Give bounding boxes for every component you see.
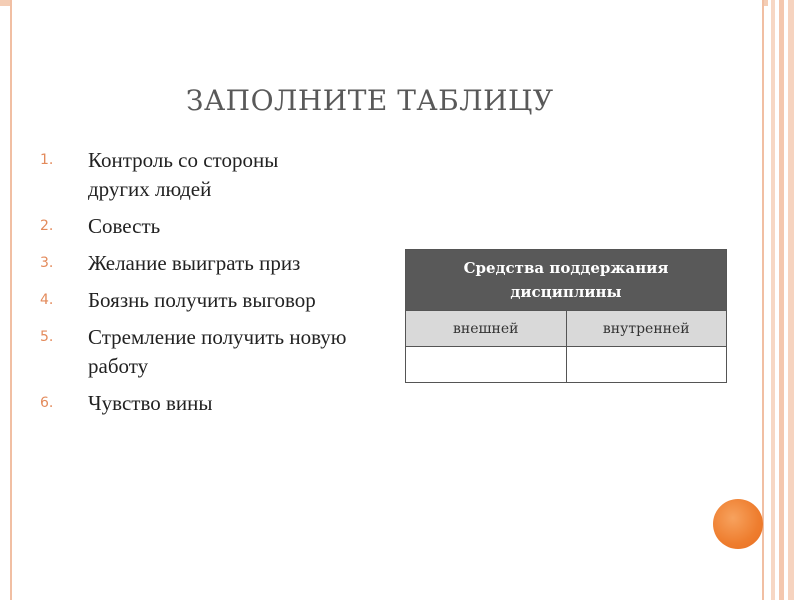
slide-title: ЗАПОЛНИТЕ ТАБЛИЦУ [186, 84, 554, 117]
list-item [40, 212, 400, 241]
list-item-number: 1. [40, 152, 54, 168]
table-column-external: внешней [406, 311, 567, 347]
list-item-text: Желание выиграть приз [88, 251, 301, 275]
list-item-text: Совесть [88, 214, 161, 238]
list-item [40, 249, 400, 278]
list-item-text: Боязнь получить выговор [88, 288, 316, 312]
numbered-list [40, 146, 400, 426]
right-decorative-stripes [768, 0, 800, 600]
list-item [40, 323, 400, 381]
list-item-text: Стремление получить новую работу [88, 325, 347, 378]
table-empty-cell-external [406, 347, 567, 383]
list-item-number: 3. [40, 255, 54, 271]
list-item [40, 389, 400, 418]
list-item-text: Чувство вины [88, 391, 213, 415]
list-item-number: 2. [40, 218, 54, 234]
table-empty-cell-internal [566, 347, 727, 383]
decorative-orange-circle [713, 499, 763, 549]
list-item-number: 5. [40, 329, 54, 345]
table-header: Средства поддержания дисциплины [406, 250, 727, 311]
list-item-text: Контроль со стороны других людей [88, 148, 279, 201]
list-item-number: 6. [40, 395, 54, 411]
discipline-table [405, 249, 727, 383]
list-item [40, 286, 400, 315]
table-column-internal: внутренней [566, 311, 727, 347]
list-item [40, 146, 400, 204]
list-item-number: 4. [40, 292, 54, 308]
